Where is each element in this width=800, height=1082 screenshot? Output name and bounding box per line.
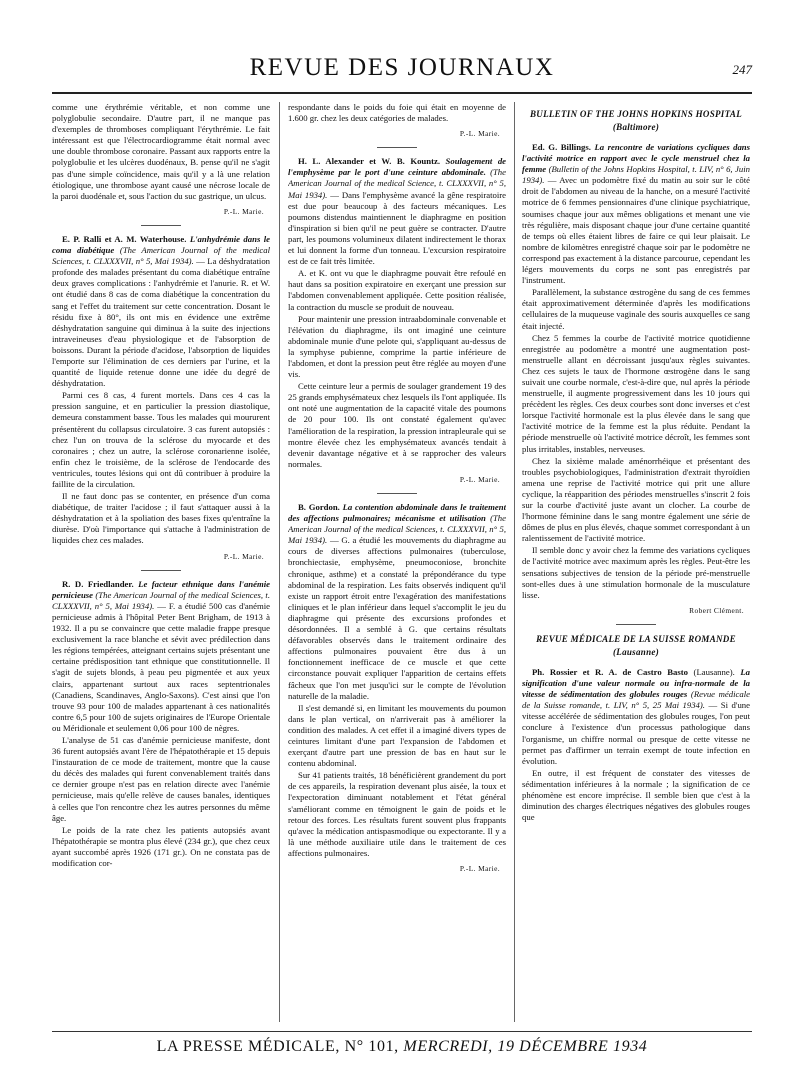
journal-page: [52, 50, 752, 1055]
article-authors: Ed. G. Billings.: [532, 142, 591, 152]
article-paragraph: Il semble donc y avoir chez la femme des variations cycliques de l'activité motrice avec maximum après les règles. Peut-être les sensations subjectives de tension de la période pré-menstruelle sont-elles dues à une stimulation hormonale de la musculature lisse.: [522, 545, 750, 600]
footer-journal: LA PRESSE MÉDICALE, N° 101,: [156, 1038, 399, 1055]
article-text: — Dans l'emphysème avancé la gêne respiratoire est due pour beaucoup à des facteurs mécaniques. Les poumons distendus maintiennent le diaphragme en position d'inspiration si bien qu'il ne peut guère se contracter. D'autre part, les poumons volumineux dilatent indirectement le thorax et lui donnent la forme d'un tonneau. L'excursion respiratoire est de ce fait très limitée.: [288, 189, 506, 267]
article-citation: (The American Journal of the medical Sciences, t. CLXXXVII, n° 5, Mai 1934).: [288, 513, 506, 546]
separator-rule: [377, 493, 417, 494]
article-paragraph: L'analyse de 51 cas d'anémie pernicieuse manifeste, dont 36 furent autopsiés avant l'ère de l'hépatothérapie et 15 depuis l'instauration de ce mode de traitement, montre que la cause du décès des malades qui furent convenablement traités dans ce dernier groupe n'est pas en relation directe avec l'anémie pernicieuse, mais qu'elle relève de causes banales, identiques à celles que l'on rencontre chez les autres personnes du même âge.: [52, 734, 270, 823]
article-paragraph: Le poids de la rate chez les patients autopsiés avant l'hépatothérapie se montra plus élevé (234 gr.), que chez ceux ayant succombé après 1926 (171 gr.). On ne constata pas de modification cor-: [52, 824, 270, 868]
column-divider: [279, 102, 280, 1022]
article-authors: R. D. Friedlander.: [62, 578, 134, 589]
article-title: La rencontre de variations cycliques dans l'activité motrice en rapport avec le cycle menstruel chez la femme: [522, 142, 750, 175]
article-ralli-waterhouse: [52, 234, 270, 562]
article-citation: (The American Journal of the medical Sciences, t. CLXXXVII, n° 5, Mai 1934).: [52, 589, 270, 611]
column-divider: [514, 102, 515, 1022]
article-citation: (The American Journal of the medical Sciences, t. CLXXXVII, n° 5, Mai 1934).: [52, 245, 270, 267]
article-authors: B. Gordon.: [298, 502, 340, 512]
source-place: (Lausanne): [612, 646, 659, 657]
article-authors: Ph. Rossier et R. A. de Castro Basto: [532, 666, 688, 677]
page-number: 247: [732, 62, 752, 77]
article-text: — F. a étudié 500 cas d'anémie pernicieuse admis à l'hôpital Peter Bent Brigham, de 1913 à 1932. Il a pu se convaincre que cette maladie frappe presque exclusivement la race blanche et sévit avec prédilection dans les régions tempérées, atteignant certains sujets présentant une certaine prédisposition tant ethnique que constitutionnelle. Il s'agit de sujets blonds, à peau peu pigmentée et aux yeux clairs, appartenant surtout aux races septentrionales (Canadiens, Scandinaves, Anglo-Saxons). C'est ainsi que l'on trouve 93 pour 100 de malades appartenant à ces nationalités contre 6,5 pour 100 de sujets originaires de l'Europe Orientale ou Méridionale et seulement 0,06 pour 100 de nègres.: [52, 600, 270, 733]
article-paragraph: Il ne faut donc pas se contenter, en présence d'un coma diabétique, de traiter l'acidose ; il faut s'attaquer aussi à la déshydratation et à la spoliation des bases fixes qu'entraîne la diurèse. D'où l'importance qui s'attache à l'administration de liquides chez ces malades.: [52, 491, 270, 546]
article-rossier-castro-basto: [522, 667, 750, 823]
journal-source-heading: [522, 633, 750, 659]
article-text: — Avec un podomètre fixé du matin au soir sur le côté droit de l'abdomen au niveau de la hanche, on a mesuré l'activité motrice de 6 femmes pensionnaires d'une clinique psychiatrique, soumises chaque jour aux mêmes obligations et menant une vie très régulière, mais disposant chaque jour d'une certaine quantité de temps où elles étaient libres de faire ce qui leur plaisait. Le nombre de kilomètres enregistré chaque soir par le podomètre ne correspond pas exactement à la distance parcourue, cependant les légers mouvements du corps ne sont pas enregistrés par l'instrument.: [522, 175, 750, 286]
article-title: La signification d'une valeur normale ou infra-normale de la vitesse de sédimentation des globules rouges: [522, 666, 750, 700]
article-title: Le facteur ethnique dans l'anémie pernicieuse: [52, 578, 270, 600]
column-2: [288, 102, 506, 1022]
article-title: L'anhydrémie dans le coma diabétique: [52, 233, 270, 256]
continued-paragraph: respondante dans le poids du foie qui était en moyenne de 1.600 gr. chez les deux catégories de malades.: [288, 102, 506, 124]
source-place: (Baltimore): [612, 122, 660, 132]
article-alexander-kountz: [288, 156, 506, 485]
column-3: [522, 102, 750, 1022]
article-paragraph: Sur 41 patients traités, 18 bénéficièrent grandement du port de ces appareils, la respiration devenant plus aisée, la toux et l'expectoration diminuant notablement et l'état général s'améliorant comme en témoignent le gain de poids et le retour des forces. Les résultats furent souvent plus frappants qu'avec la médication antispasmodique ou expectorante. Il y a là une méthode auxiliaire utile dans le traitement de ces affections pulmonaires.: [288, 770, 506, 858]
footer-rule: [52, 1031, 752, 1032]
footer-date: MERCREDI, 19 DÉCEMBRE 1934: [403, 1038, 648, 1055]
separator-rule: [377, 147, 417, 148]
article-title: La contention abdominale dans le traitement des affections pulmonaires; mécanisme et utilisation: [288, 502, 506, 524]
article-authors: H. L. Alexander et W. B. Kountz.: [298, 156, 441, 167]
article-text: — La déshydratation profonde des malades présentant du coma diabétique entraîne deux graves complications : l'anhydrémie et l'anurie. R. et W. ont étudié dans 8 cas de coma diabétique la concentration du sang et l'effet du traitement sur cette concentration. Dosant le résidu fixe à 80°, ils ont mis en évidence une extrême déshydratation sanguine qui diminua à la suite des injections intraveineuses d'eau physiologique et de l'absorption de boissons. Durant la période d'acidose, l'absorption de liquides l'emporte sur l'élimination de ces derniers par l'urine, et la quantité de liquide retenue donne une idée du degré de déshydratation.: [52, 256, 270, 389]
journal-section-title: REVUE DES JOURNAUX: [249, 54, 555, 81]
signature: P.-L. Marie.: [223, 206, 264, 216]
article-gordon: [288, 502, 506, 874]
source-title: BULLETIN OF THE JOHNS HOPKINS HOSPITAL: [529, 109, 742, 119]
header-rule: [52, 92, 752, 94]
continued-paragraph: comme une érythrémie véritable, et non comme une polyglobulie secondaire. D'autre part, il ne manque pas d'exemples de thromboses compliquant l'érythrémie. Le fait intéressant est que l'électrocardiogramme était normal avec une double thrombose coronaire. Passant aux rapports entre la polyglobulie et les ulcères duodénaux, B. pense qu'il ne s'agit pas d'une simple coïncidence, mais qu'il y a là une relation étiologique, une thrombose ayant causé une nécrose locale de la paroi duodénale et, sous l'action du suc gastrique, un ulcus.: [52, 102, 270, 201]
signature: P.-L. Marie.: [223, 551, 264, 561]
signature: P.-L. Marie.: [459, 864, 500, 873]
signature: P.-L. Marie.: [459, 474, 500, 484]
signature: Robert Clément.: [689, 605, 744, 615]
article-paragraph: Parallèlement, la substance œstrogène du sang de ces femmes était approximativement déterminée d'après les modifications cellulaires de la muqueuse vaginale des souris auxquelles ce sang était injecté.: [522, 287, 750, 331]
separator-rule: [141, 570, 181, 571]
page-header: [52, 54, 752, 94]
article-citation: (Revue médicale de la Suisse romande, t. LIV, n° 5, 25 Mai 1934).: [522, 689, 750, 711]
column-1: [52, 102, 270, 1022]
article-paragraph: Chez la sixième malade aménorrhéique et présentant des troubles psychobiologiques, l'administration d'extrait thyroïdien amena une reprise de l'activité motrice qui prit une allure cyclique, la réapparition des périodes menstruelles s'inscrit 2 fois sur la courbe d'activité juste avant un clocher. La courbe de l'hormone féminine dans le sang montre également une série de dômes de plus en plus élevés, chaque sommet correspondant à un ralentissement de l'activité motrice.: [522, 455, 750, 544]
article-authors-place: (Lausanne).: [693, 666, 735, 677]
article-billings: [522, 142, 750, 616]
separator-rule: [616, 624, 656, 625]
article-paragraph: Il s'est demandé si, en limitant les mouvements du poumon dans le plan vertical, on n'arriverait pas à améliorer la condition des malades. A cet effet il a imaginé divers types de ceintures limitant d'une part l'expansion de l'abdomen et exerçant d'autre part une pression de bas en haut sur le contenu abdominal.: [288, 702, 506, 769]
page-footer: [52, 1038, 752, 1056]
article-paragraph: Parmi ces 8 cas, 4 furent mortels. Dans ces 4 cas la pression sanguine, et en particulier la pression diastolique, demeura constamment basse. Tous les malades qui moururent présentèrent du collapsus circulatoire. 3 cas furent autopsiés : chez l'un on trouva de la sclérose du myocarde et des coronaires ; chez un autre, la sclérose coronarienne isolée, enfin chez le troisième, de la sclérose de l'endocarde des ventricules, toutes lésions qui ont dû contribuer à produire la faillite de la circulation.: [52, 390, 270, 489]
article-paragraph: Chez 5 femmes la courbe de l'activité motrice quotidienne enregistrée au podomètre a montré une augmentation post-menstruelle allant en décroissant jusqu'aux règles suivantes. Chez ces sujets le taux de l'hormone œstrogène dans le sang suivait une courbe normale, c'est-à-dire que, nul après la période menstruelle, il augmente progressivement dans les 10 jours qui précèdent les règles. Ces deux courbes sont donc inverses et c'est lorsque l'activité hormonale est la plus élevée dans le sang que l'activité motrice de la femme est la plus réduite. Pendant la période menstruelle où l'activité motrice décroît, les femmes sont plus irritables, instables, nerveuses.: [522, 332, 750, 454]
article-text: — G. a étudié les mouvements du diaphragme au cours de diverses affections pulmonaires (tuberculose, bronchiectasie, emphysème, pneumoconiose, bronchite chronique, asthme) et a constaté la prépondérance du type abdominal de la respiration. Les faits observés indiquent qu'il existe un rapport étroit entre l'exagération des manifestations cliniques et le plan inférieur dans lequel s'accomplit le jeu du diaphragme qui présente des excursions profondes et désordonnées. Il a semblé à G. que certains résultats défavorables observés dans le traitement ordinaire des affections pulmonaires pouvaient être dus à un fonctionnement inefficace de ce muscle et que cette circonstance pouvait expliquer l'apparition de certains effets fâcheux que l'on met jusqu'ici sur le compte de l'évolution naturelle de la maladie.: [288, 535, 506, 701]
article-friedlander: [52, 579, 270, 869]
signature: P.-L. Marie.: [459, 129, 500, 139]
article-authors: E. P. Ralli et A. M. Waterhouse.: [62, 233, 187, 244]
article-citation: (Bulletin of the Johns Hopkins Hospital, t. LIV, n° 6, Juin 1934).: [522, 164, 750, 186]
journal-source-heading: [522, 108, 750, 134]
article-paragraph: Cette ceinture leur a permis de soulager grandement 19 des 25 grands emphysémateux chez lesquels ils l'ont appliquée. Ils ont noté une augmentation de la capacité vitale des poumons de 20 pour 100. Ils ont constaté également qu'avec l'amélioration de la respiration, la pression intrapleurale qui se montre élevée chez les emphysémateux avancés tendait à devenir davantage négative et à se rapprocher des valeurs normales.: [288, 381, 506, 469]
separator-rule: [141, 225, 181, 226]
article-paragraph: En outre, il est fréquent de constater des vitesses de sédimentation inférieures à la normale ; la signification de ce phénomène est encore imprécise. Il semble bien que c'est à la diminution des charges électriques négatives des globules rouges que: [522, 767, 750, 823]
article-paragraph: Pour maintenir une pression intraabdominale convenable et l'élévation du diaphragme, ils ont imaginé une ceinture abdominale munie d'une pelote qui, s'appliquant au-dessus de la symphyse pubienne, comprime la partie inférieure de l'abdomen, et dont la pression peut être réglée au moyen d'une vis.: [288, 313, 506, 380]
article-text: — Si d'une vitesse accélérée de sédimentation des globules rouges, l'on peut conclure à l'existence d'un processus pathologique dans l'organisme, un chiffre normal ou presque de cette vitesse ne permet pas d'affirmer un terrain exempt de toute infection en évolution.: [522, 700, 750, 766]
source-title: REVUE MÉDICALE DE LA SUISSE ROMANDE: [536, 633, 736, 644]
article-citation: (The American Journal of the medical Science, t. CLXXXVII, n° 5, Mai 1934).: [288, 167, 506, 200]
article-paragraph: A. et K. ont vu que le diaphragme pouvait être refoulé en haut dans sa position expiratoire en exerçant une pression sur l'abdomen convenablement appliquée. Cette position réalisée, la contraction du muscle se produit de nouveau.: [288, 268, 506, 312]
article-title: Soulagement de l'emphysème par le port d'une ceinture abdominale.: [288, 156, 506, 178]
